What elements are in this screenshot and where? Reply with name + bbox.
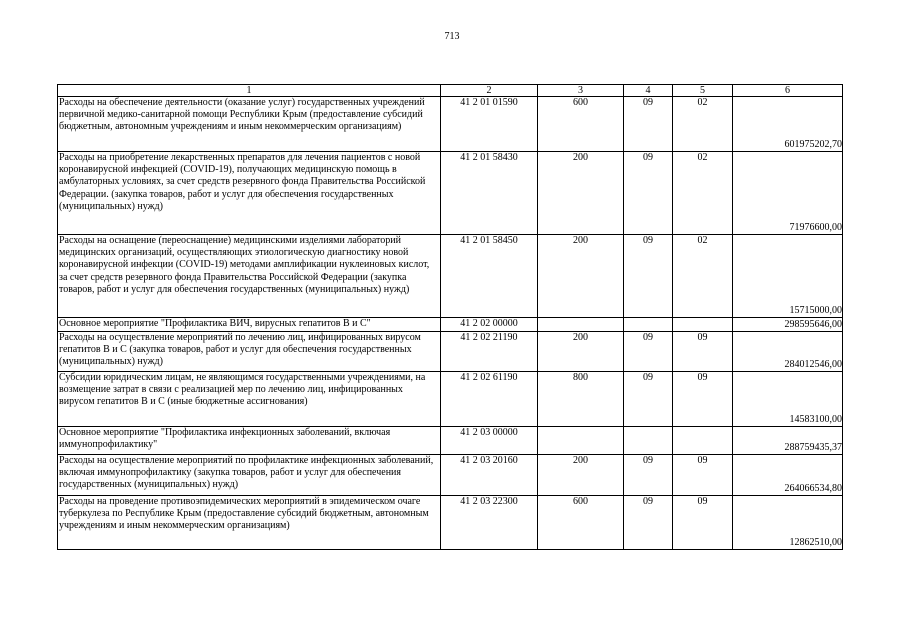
budget-table (57, 84, 843, 550)
row-amount-cell: 71976600,00 (733, 152, 843, 235)
table-row (58, 372, 843, 427)
row-subsection-cell (673, 318, 733, 332)
header-cell: 3 (538, 85, 624, 97)
row-subsection-cell: 02 (673, 152, 733, 235)
row-name-cell: Расходы на приобретение лекарственных препаратов для лечения пациентов с новой коронавирусной инфекцией (COVID-19), получающих медицинскую помощь в амбулаторных условиях, за счет средств резервного фонда Правительства Российской Федерации. (закупка товаров, работ и услуг для обеспечения государственных (муниципальных) нужд) (58, 152, 441, 235)
table-row (58, 496, 843, 550)
row-subsection-cell: 02 (673, 97, 733, 152)
header-cell: 5 (673, 85, 733, 97)
row-name-cell: Расходы на проведение противоэпидемических мероприятий в эпидемическом очаге туберкулеза по Республике Крым (предоставление субсидий бюджетным, автономным учреждениям и иным некоммерческим организациям) (58, 496, 441, 550)
row-section-cell: 09 (624, 235, 673, 318)
row-amount-cell: 298595646,00 (733, 318, 843, 332)
row-amount-cell: 288759435,37 (733, 427, 843, 455)
table-row (58, 427, 843, 455)
row-type-cell: 200 (538, 152, 624, 235)
row-subsection-cell: 09 (673, 496, 733, 550)
row-code-cell: 41 2 02 00000 (441, 318, 538, 332)
row-name-cell: Основное мероприятие "Профилактика инфекционных заболеваний, включая иммунопрофилактику" (58, 427, 441, 455)
row-section-cell: 09 (624, 332, 673, 372)
row-type-cell (538, 318, 624, 332)
row-subsection-cell: 09 (673, 372, 733, 427)
table-row (58, 332, 843, 372)
row-subsection-cell: 02 (673, 235, 733, 318)
header-cell: 2 (441, 85, 538, 97)
row-amount-cell: 284012546,00 (733, 332, 843, 372)
row-type-cell: 200 (538, 455, 624, 496)
row-subsection-cell (673, 427, 733, 455)
row-code-cell: 41 2 03 00000 (441, 427, 538, 455)
row-name-cell: Расходы на осуществление мероприятий по лечению лиц, инфицированных вирусом гепатитов В и С (закупка товаров, работ и услуг для обеспечения государственных (муниципальных) нужд) (58, 332, 441, 372)
row-section-cell: 09 (624, 496, 673, 550)
row-amount-cell: 601975202,70 (733, 97, 843, 152)
row-code-cell: 41 2 01 01590 (441, 97, 538, 152)
row-code-cell: 41 2 03 20160 (441, 455, 538, 496)
row-amount-cell: 14583100,00 (733, 372, 843, 427)
row-type-cell (538, 427, 624, 455)
page-number: 713 (444, 31, 460, 42)
row-type-cell: 600 (538, 496, 624, 550)
row-section-cell: 09 (624, 97, 673, 152)
row-code-cell: 41 2 03 22300 (441, 496, 538, 550)
header-cell: 1 (58, 85, 441, 97)
row-name-cell: Основное мероприятие "Профилактика ВИЧ, вирусных гепатитов В и С" (58, 318, 441, 332)
row-amount-cell: 264066534,80 (733, 455, 843, 496)
row-type-cell: 200 (538, 235, 624, 318)
row-subsection-cell: 09 (673, 332, 733, 372)
table-row (58, 318, 843, 332)
row-type-cell: 800 (538, 372, 624, 427)
row-section-cell: 09 (624, 372, 673, 427)
row-name-cell: Расходы на оснащение (переоснащение) медицинскими изделиями лабораторий медицинских организаций, осуществляющих этиологическую диагностику новой коронавирусной инфекции (COVID-19) методами амплификации нуклеиновых кислот, за счет средств резервного фонда Правительства Российской Федерации (закупка товаров, работ и услуг для обеспечения государственных (муниципальных) нужд) (58, 235, 441, 318)
row-type-cell: 200 (538, 332, 624, 372)
row-name-cell: Субсидии юридическим лицам, не являющимся государственными учреждениями, на возмещение затрат в связи с реализацией мер по лечению лиц, инфицированных вирусом гепатитов В и С (иные бюджетные ассигнования) (58, 372, 441, 427)
table-row (58, 152, 843, 235)
row-section-cell: 09 (624, 455, 673, 496)
row-code-cell: 41 2 02 61190 (441, 372, 538, 427)
table-row (58, 455, 843, 496)
row-type-cell: 600 (538, 97, 624, 152)
row-code-cell: 41 2 01 58430 (441, 152, 538, 235)
row-name-cell: Расходы на осуществление мероприятий по профилактике инфекционных заболеваний, включая иммунопрофилактику (закупка товаров, работ и услуг для обеспечения государственных (муниципальных) нужд) (58, 455, 441, 496)
row-name-cell: Расходы на обеспечение деятельности (оказание услуг) государственных учреждений первичной медико-санитарной помощи Республики Крым (предоставление субсидий бюджетным, автономным учреждениям и иным некоммерческим организациям) (58, 97, 441, 152)
row-code-cell: 41 2 01 58450 (441, 235, 538, 318)
table-row (58, 235, 843, 318)
row-section-cell: 09 (624, 152, 673, 235)
table-row (58, 97, 843, 152)
row-subsection-cell: 09 (673, 455, 733, 496)
row-amount-cell: 12862510,00 (733, 496, 843, 550)
row-code-cell: 41 2 02 21190 (441, 332, 538, 372)
row-section-cell (624, 318, 673, 332)
row-section-cell (624, 427, 673, 455)
header-cell: 6 (733, 85, 843, 97)
header-row (58, 85, 843, 97)
row-amount-cell: 15715000,00 (733, 235, 843, 318)
header-cell: 4 (624, 85, 673, 97)
